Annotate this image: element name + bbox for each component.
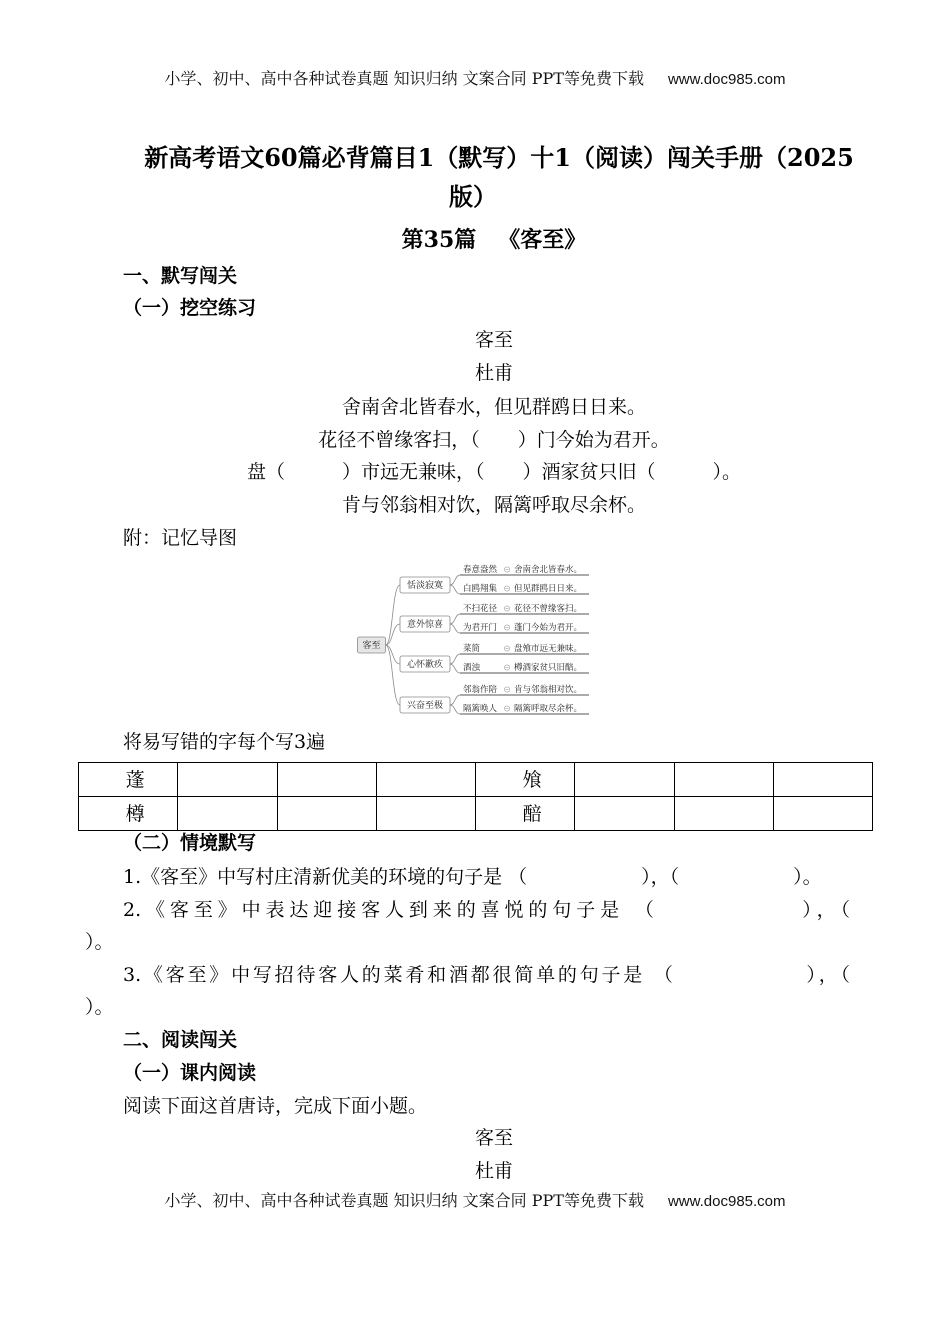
footer-url: www.doc985.com	[667, 1193, 786, 1210]
mindmap-branch-label: 心怀歉疚	[406, 660, 444, 670]
poem-title: 客至	[474, 329, 513, 351]
practice-cell-blank	[376, 797, 475, 831]
question-1: 1.《客至》中写村庄清新优美的环境的句子是 （ ），（ ）。	[123, 866, 822, 888]
section-2-heading: 二、阅读闯关	[123, 1029, 238, 1051]
practice-cell-blank	[277, 763, 376, 797]
practice-cell-blank	[773, 763, 872, 797]
question-3-line-1: 3.《客至》中写招待客人的菜肴和酒都很简单的句子是 （ ），（	[123, 964, 850, 986]
section-1-heading: 一、默写闯关	[123, 265, 238, 287]
practice-table	[78, 762, 873, 831]
fill-blank-heading: （一）挖空练习	[123, 297, 257, 319]
practice-cell-blank	[773, 797, 872, 831]
mind-map	[357, 558, 593, 720]
header-url: www.doc985.com	[667, 71, 786, 88]
lesson-number: 第35篇	[401, 227, 477, 253]
poem-line-4: 肯与邻翁相对饮，隔篱呼取尽余杯。	[341, 494, 646, 516]
mindmap-branch-label: 意外惊喜	[406, 620, 444, 630]
mindmap-connector	[450, 585, 460, 594]
reading-instruction: 阅读下面这首唐诗，完成下面小题。	[123, 1095, 428, 1117]
practice-cell-blank	[575, 797, 674, 831]
practice-cell-blank	[178, 763, 277, 797]
in-class-reading-heading: （一）课内阅读	[123, 1062, 257, 1084]
situational-heading: （二）情境默写	[123, 832, 257, 854]
page-footer	[0, 1191, 950, 1212]
mindmap-branch-label: 兴奋至极	[406, 701, 444, 711]
mindmap-child-label: 酒浊	[463, 663, 481, 673]
mindmap-connector	[450, 624, 460, 633]
page-header	[0, 69, 950, 90]
mindmap-root-label: 客至	[362, 641, 381, 651]
lesson-title	[0, 225, 950, 255]
poem-author: 杜甫	[474, 362, 513, 384]
mindmap-child-label: 白鸥翔集	[463, 584, 498, 594]
question-3-line-2: ）。	[85, 996, 114, 1018]
question-2-line-1: 2.《客至》中表达迎接客人到来的喜悦的句子是 （ ），（	[123, 899, 850, 921]
lesson-name: 《客至》	[498, 227, 587, 253]
practice-cell-blank	[277, 797, 376, 831]
practice-cell-blank	[376, 763, 475, 797]
mindmap-connector	[450, 705, 460, 714]
mindmap-child-text: 但见群鸥日日来。	[514, 584, 583, 594]
question-2-line-2: ）。	[85, 931, 114, 953]
mindmap-child-label: 春意盎然	[463, 565, 498, 575]
mind-map-label: 附：记忆导图	[123, 527, 238, 549]
mindmap-branch-label: 恬淡寂寞	[406, 581, 444, 591]
mindmap-child-label: 隔篱唤人	[463, 704, 498, 714]
mindmap-connector	[450, 575, 460, 585]
practice-cell-blank	[674, 797, 773, 831]
practice-cell-char: 醅	[476, 797, 575, 831]
doc-title-line-1: 新高考语文60篇必背篇目1（默写）十1（阅读）闯关手册（2025	[144, 143, 854, 172]
mindmap-child-label: 为君开门	[463, 623, 498, 633]
reading-poem-author: 杜甫	[474, 1160, 513, 1182]
mindmap-child-label: 不扫花径	[463, 604, 498, 614]
practice-cell-char: 蓬	[79, 763, 178, 797]
mindmap-connector	[450, 614, 460, 624]
mindmap-connector	[386, 585, 401, 645]
practice-row	[79, 763, 873, 797]
practice-cell-blank	[575, 763, 674, 797]
practice-cell-blank	[178, 797, 277, 831]
reading-poem-title: 客至	[474, 1127, 513, 1149]
mindmap-child-label: 菜简	[463, 644, 481, 654]
footer-text: 小学、初中、高中各种试卷真题 知识归纳 文案合同 PPT等免费下载	[164, 1191, 644, 1210]
practice-cell-blank	[674, 763, 773, 797]
mindmap-child-text: 蓬门今始为君开。	[514, 623, 583, 633]
mindmap-child-text: 隔篱呼取尽余杯。	[514, 704, 583, 714]
header-text: 小学、初中、高中各种试卷真题 知识归纳 文案合同 PPT等免费下载	[164, 69, 644, 88]
mindmap-connector	[450, 695, 460, 705]
doc-title-line-2: 版）	[449, 182, 497, 211]
mindmap-child-text: 肯与邻翁相对饮。	[514, 685, 583, 695]
mindmap-child-label: 邻翁作陪	[463, 685, 498, 695]
mindmap-child-text: 盘飧市远无兼味。	[514, 644, 583, 654]
practice-instruction: 将易写错的字每个写3遍	[123, 731, 326, 753]
practice-row	[79, 797, 873, 831]
poem-line-2: 花径不曾缘客扫，（ ）门今始为君开。	[318, 429, 670, 451]
mindmap-connector	[450, 654, 460, 664]
poem-line-3: 盘（ ）市远无兼味，（ ）酒家贫只旧（ ）。	[246, 461, 741, 483]
poem-line-1: 舍南舍北皆春水，但见群鸥日日来。	[341, 396, 646, 418]
practice-cell-char: 樽	[79, 797, 178, 831]
mindmap-child-text: 舍南舍北皆春水。	[514, 565, 583, 575]
practice-cell-char: 飧	[476, 763, 575, 797]
mindmap-child-text: 樽酒家贫只旧醅。	[514, 663, 583, 673]
mindmap-child-text: 花径不曾缘客扫。	[514, 604, 583, 614]
mindmap-connector	[450, 664, 460, 673]
